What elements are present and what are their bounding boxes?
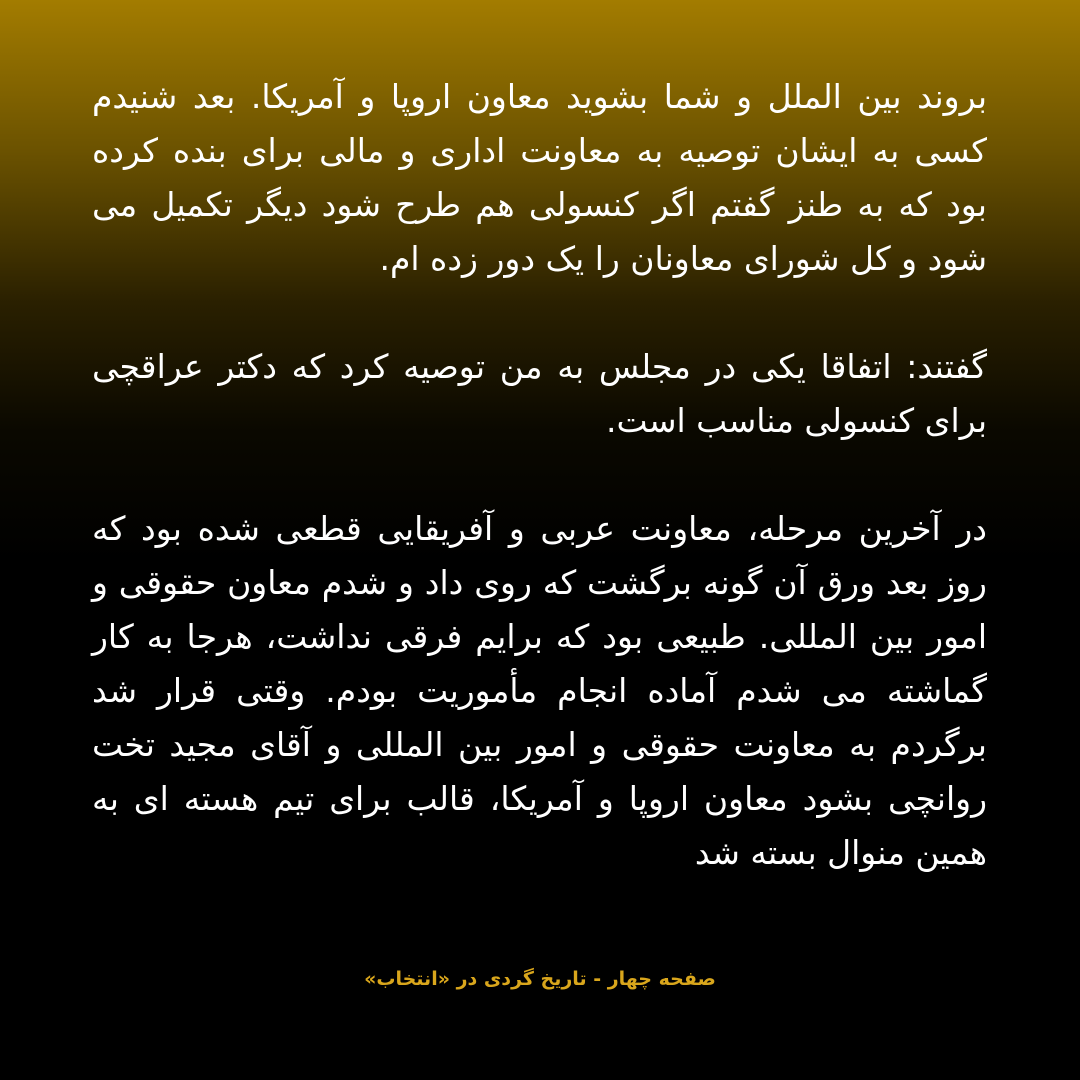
paragraph-2: گفتند: اتفاقا یکی در مجلس به من توصیه کرد که دکتر عراقچی برای کنسولی مناسب است. (92, 347, 987, 440)
paragraph-3: در آخرین مرحله، معاونت عربی و آفریقایی قطعی شده بود که روز بعد ورق آن گونه برگشت که روی داد و شدم معاون حقوقی و امور بین المللی. طبیعی بود که برایم فرقی نداشت، هرجا به کار گماشته می شدم آماده انجام مأموریت بودم. وقتی قرار شد برگردم به معاونت حقوقی و امور بین المللی و آقای مجید تخت روانچی بشود معاون اروپا و آمریکا، قالب برای تیم هسته ای به همین منوال بسته شد (92, 509, 987, 872)
article-body (92, 70, 987, 880)
page-footer: صفحه چهار - تاریخ گردی در «انتخاب» (364, 968, 716, 990)
paragraph-1: بروند بین الملل و شما بشوید معاون اروپا و آمریکا. بعد شنیدم کسی به ایشان توصیه به معاونت اداری و مالی برای بنده کرده بود که به طنز گفتم اگر کنسولی هم طرح شود دیگر تکمیل می شود و کل شورای معاونان را یک دور زده ام. (92, 77, 987, 278)
